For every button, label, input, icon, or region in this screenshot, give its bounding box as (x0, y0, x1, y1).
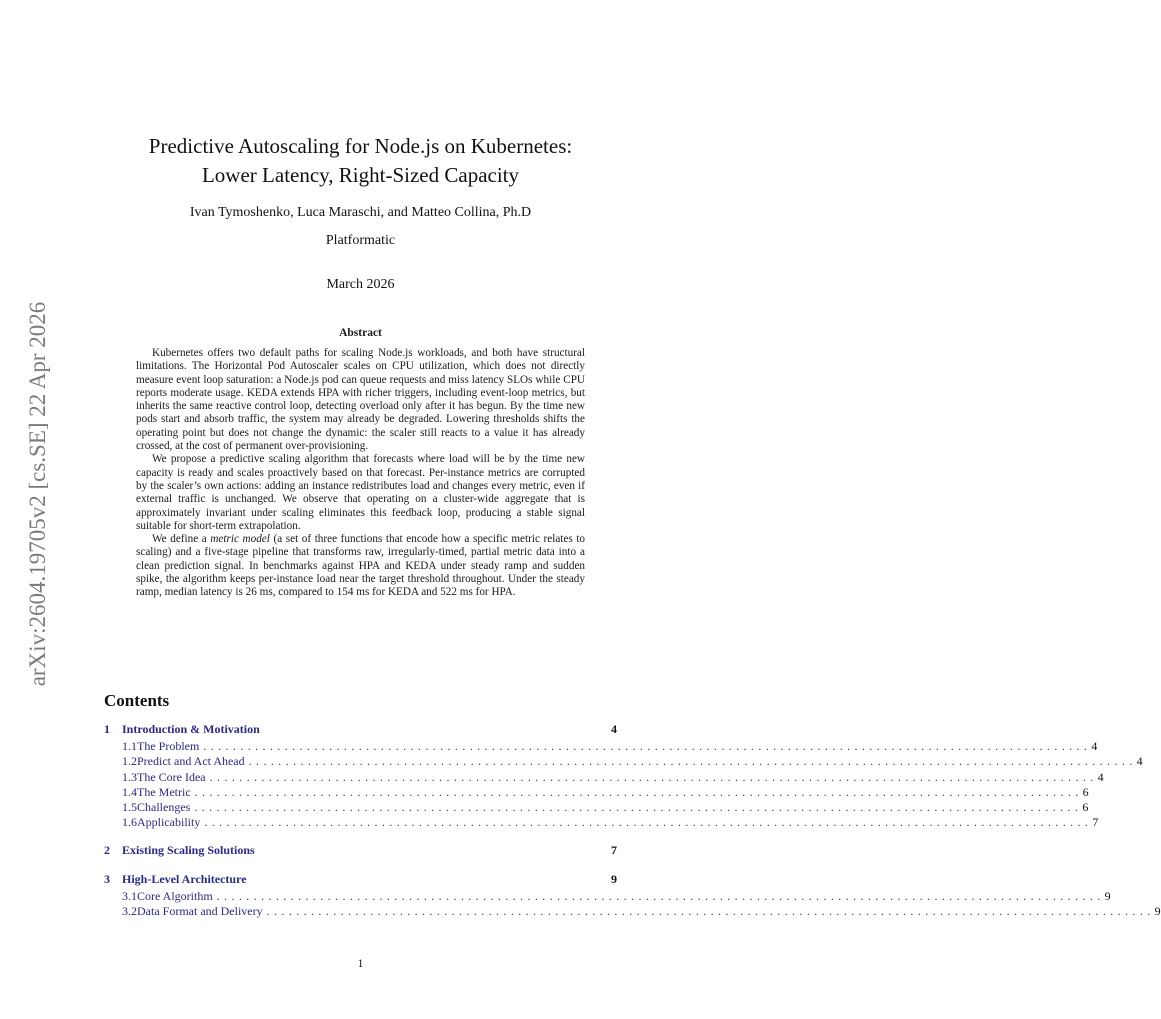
toc-subsection-number: 1.4 (122, 784, 137, 799)
toc-subsection-title[interactable]: The Problem (137, 739, 203, 754)
toc-subsection-page: 6 (1082, 784, 1089, 799)
toc-section-page: 4 (611, 722, 617, 736)
toc-leader-dots: ........................................................................................................................ (266, 904, 1155, 919)
page-number: 1 (357, 958, 364, 970)
arxiv-identifier-text: arXiv:2604.19705v2 [cs.SE] 22 Apr 2026 (25, 301, 50, 687)
toc-leader-dots: ........................................................................................................................ (194, 784, 1083, 799)
title-line-2: Lower Latency, Right-Sized Capacity (201, 163, 520, 187)
abstract-paragraph-1: Kubernetes offers two default paths for scaling Node.js workloads, and both have structural limitations. The Horizontal Pod Autoscaler scales on CPU utilization, which does not directly measure event loop saturation: a Node.js pod can queue requests and miss latency SLOs while CPU reports moderate usage. KEDA extends HPA with richer triggers, including event-loop metrics, but inherits the same reactive control loop, detecting overload only after it has begun. By the time new pods start and absorb traffic, the system may already be degraded. Lowering thresholds shifts the operating point but does not change the dynamic: the scaler still reacts to a value it has already crossed, at the cost of permanent over-provisioning. (136, 347, 585, 453)
toc-subsection-number: 1.3 (122, 769, 137, 784)
title-line-1: Predictive Autoscaling for Node.js on Kubernetes: (148, 134, 573, 158)
toc-section-3[interactable] (104, 872, 617, 889)
toc-subsection-title[interactable]: The Core Idea (137, 770, 210, 785)
abstract-p3-end: (a set of three functions that encode how a specific metric relates to scaling) and a five-stage pipeline that transforms raw, irregularly-timed, partial metric data into a clean prediction signal. In benchmarks against HPA and KEDA under steady ramp and sudden spike, the algorithm keeps per-instance load near the target threshold throughout. Under the steady ramp, median latency is 26 ms, compared to 154 ms for KEDA and 522 ms for HPA. (136, 533, 586, 599)
toc-subsection-page: 4 (1097, 769, 1104, 784)
toc-subsection-title[interactable]: Predict and Act Ahead (137, 754, 249, 769)
toc-leader-dots: ........................................................................................................................ (216, 888, 1105, 903)
toc-subsection-page: 9 (1104, 888, 1111, 903)
toc-subsection-3.2[interactable] (104, 904, 1161, 919)
toc-leader-dots: ........................................................................................................................ (204, 815, 1093, 830)
toc-subsection-1.4[interactable] (104, 784, 1089, 800)
abstract-paragraph-3 (136, 533, 585, 599)
toc-subsection-1.5[interactable] (104, 800, 1089, 815)
toc-leader-dots: ........................................................................................................................ (209, 769, 1098, 784)
toc-section-page: 7 (611, 842, 617, 857)
abstract-paragraph-2: We propose a predictive scaling algorithm that forecasts where load will be by the time new capacity is ready and scales proactively based on that forecast. Per-instance metrics are corrupted by the scaler’s own actions: adding an instance redistributes load and changes every metric, even if external traffic is unchanged. We observe that operating on a cluster-wide aggregate that is approximately invariant under scaling eliminates this feedback loop, producing a stable signal suitable for short-term extrapolation. (136, 453, 585, 532)
toc-section-number: 2 (104, 842, 110, 857)
toc-subsection-page: 7 (1092, 815, 1099, 830)
toc-subsection-number: 1.1 (122, 739, 137, 753)
abstract-p3-start: We define a (152, 533, 211, 546)
toc-subsection-title[interactable]: The Metric (137, 785, 195, 800)
toc-section-number: 1 (104, 722, 110, 736)
toc-section-title[interactable]: Existing Scaling Solutions (122, 842, 255, 857)
toc-subsection-1.1[interactable] (104, 739, 1098, 754)
abstract-p3-emphasis: metric model (210, 533, 270, 546)
toc-subsection-page: 4 (1136, 754, 1143, 769)
toc-subsection-number: 1.2 (122, 754, 137, 769)
abstract-heading: Abstract (339, 327, 382, 339)
toc-subsection-title[interactable]: Challenges (137, 800, 194, 815)
toc-subsection-page: 9 (1154, 904, 1161, 919)
toc-section-1[interactable] (104, 722, 617, 739)
toc-subsection-number: 1.6 (122, 815, 137, 830)
toc-subsection-title[interactable]: Core Algorithm (137, 889, 217, 904)
toc-subsection-1.3[interactable] (104, 769, 1104, 785)
authors: Ivan Tymoshenko, Luca Maraschi, and Matteo Collina, Ph.D (189, 205, 532, 220)
toc-subsection-page: 6 (1082, 800, 1089, 815)
toc-subsection-title[interactable]: Data Format and Delivery (137, 904, 267, 919)
abstract-body (136, 347, 585, 600)
toc-leader-dots: ........................................................................................................................ (194, 800, 1083, 815)
toc-section-2[interactable] (104, 843, 617, 860)
toc-subsection-number: 3.2 (122, 904, 137, 919)
toc-subsection-1.6[interactable] (104, 815, 1099, 830)
toc-section-number: 3 (104, 871, 110, 886)
contents-heading: Contents (104, 691, 170, 710)
toc-subsection-1.2[interactable] (104, 754, 1143, 769)
table-of-contents (104, 722, 1161, 919)
toc-leader-dots: ........................................................................................................................ (203, 739, 1092, 753)
publication-date: March 2026 (326, 277, 395, 292)
paper-title (100, 132, 621, 190)
toc-subsection-title[interactable]: Applicability (137, 815, 204, 830)
toc-subsection-number: 3.1 (122, 888, 137, 903)
toc-subsection-number: 1.5 (122, 800, 137, 815)
arxiv-identifier (18, 298, 58, 690)
toc-subsection-page: 4 (1091, 739, 1098, 753)
toc-leader-dots: ........................................................................................................................ (248, 754, 1137, 769)
toc-subsection-3.1[interactable] (104, 888, 1111, 904)
toc-section-title[interactable]: High-Level Architecture (122, 871, 247, 886)
toc-section-page: 9 (611, 871, 617, 886)
toc-section-title[interactable]: Introduction & Motivation (122, 722, 260, 736)
affiliation: Platformatic (325, 233, 396, 248)
